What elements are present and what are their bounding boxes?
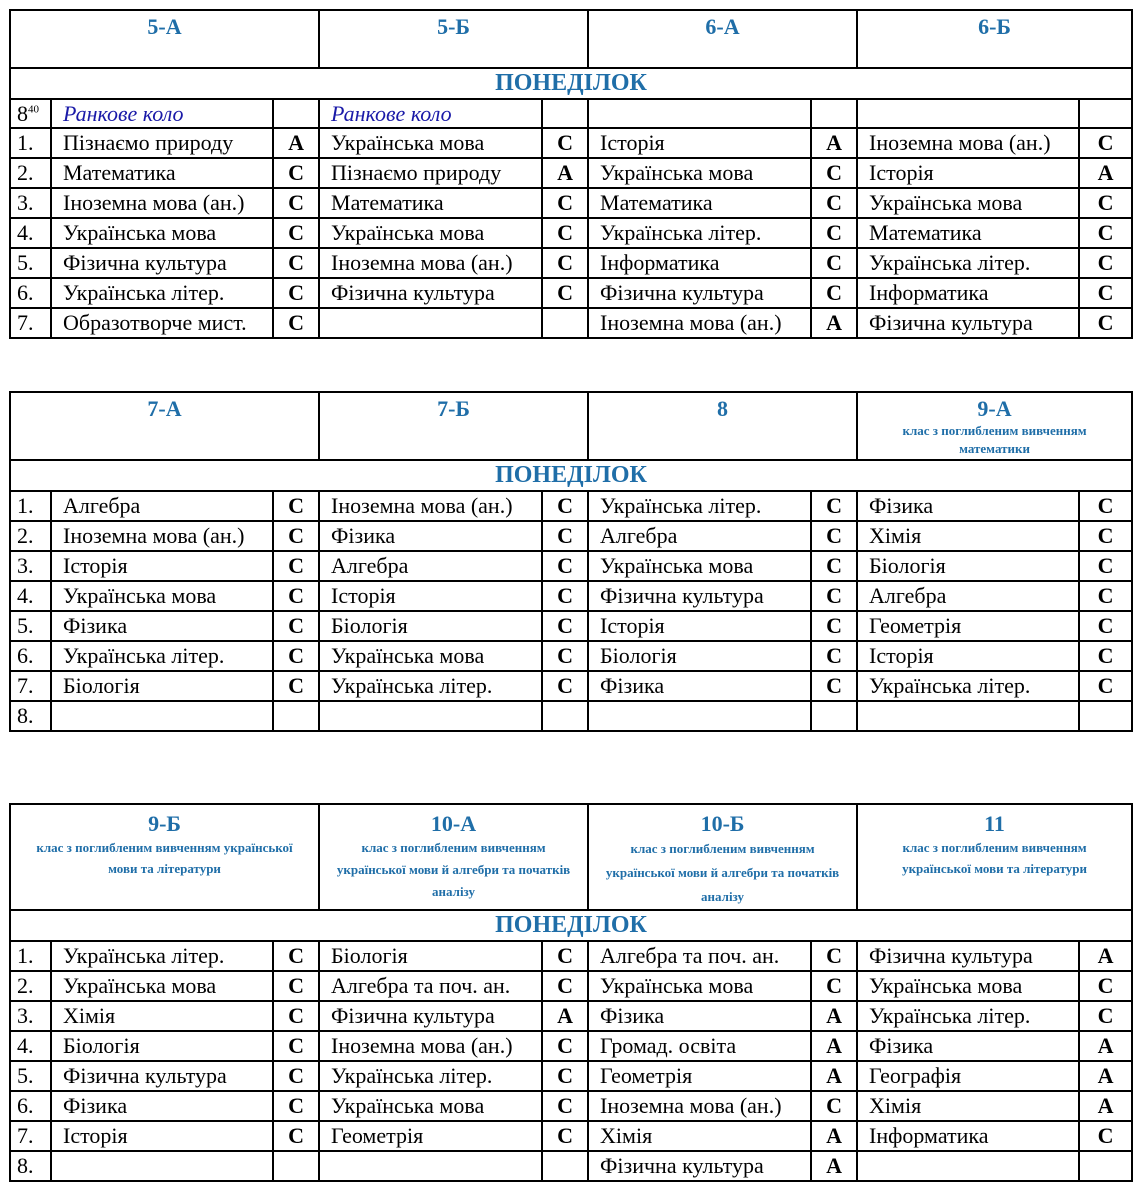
lesson-row: [10, 701, 1132, 731]
room-mark-cell: С: [273, 158, 319, 188]
subject-cell: Історія: [588, 611, 811, 641]
subject-cell: Фізична культура: [51, 248, 273, 278]
lesson-number: 2.: [10, 521, 51, 551]
subject-cell: Громад. освіта: [588, 1031, 811, 1061]
room-mark-cell: [542, 1151, 588, 1181]
subject-cell: Фізична культура: [588, 581, 811, 611]
room-mark-cell: А: [811, 308, 857, 338]
lesson-number: 2.: [10, 971, 51, 1001]
lesson-number: 8.: [10, 1151, 51, 1181]
lesson-row: [10, 1031, 1132, 1061]
lesson-number: 7.: [10, 1121, 51, 1151]
room-mark-cell: С: [273, 278, 319, 308]
lesson-number: 1.: [10, 941, 51, 971]
room-mark-cell: С: [542, 521, 588, 551]
lesson-number: 6.: [10, 1091, 51, 1121]
room-mark-cell: А: [1079, 1031, 1132, 1061]
lesson-number: 1.: [10, 128, 51, 158]
room-mark-cell: С: [542, 611, 588, 641]
day-heading: ПОНЕДІЛОК: [10, 910, 1132, 941]
morning-circle-label: Ранкове коло: [51, 99, 273, 128]
subject-cell: Алгебра та поч. ан.: [319, 971, 542, 1001]
room-mark-cell: С: [1079, 1001, 1132, 1031]
lesson-row: [10, 158, 1132, 188]
lesson-row: [10, 551, 1132, 581]
room-mark-cell: С: [273, 1091, 319, 1121]
lesson-row: [10, 581, 1132, 611]
room-mark-cell: С: [1079, 551, 1132, 581]
lesson-number: 3.: [10, 1001, 51, 1031]
schedule-table-2: [9, 391, 1133, 732]
subject-cell: Іноземна мова (ан.): [51, 521, 273, 551]
room-mark-cell: С: [542, 1091, 588, 1121]
room-mark-cell: [273, 1151, 319, 1181]
lesson-row: [10, 278, 1132, 308]
lesson-number: 7.: [10, 671, 51, 701]
room-mark-cell: С: [1079, 521, 1132, 551]
room-mark-cell: С: [811, 188, 857, 218]
lesson-number: 5.: [10, 1061, 51, 1091]
subject-cell: Хімія: [51, 1001, 273, 1031]
room-mark-cell: С: [1079, 188, 1132, 218]
subject-cell: [319, 1151, 542, 1181]
subject-cell: Інформатика: [857, 278, 1079, 308]
subject-cell: Біологія: [319, 611, 542, 641]
room-mark-cell: А: [811, 1061, 857, 1091]
subject-cell: Історія: [319, 581, 542, 611]
room-mark-cell: С: [1079, 491, 1132, 521]
room-mark-cell: С: [542, 248, 588, 278]
subject-cell: Фізична культура: [857, 308, 1079, 338]
lesson-number: 6.: [10, 278, 51, 308]
subject-cell: Математика: [51, 158, 273, 188]
class-header: 11 клас з поглибленим вивченням української мови та літератури: [857, 804, 1132, 910]
room-mark-cell: С: [542, 278, 588, 308]
room-mark-cell: [542, 701, 588, 731]
lesson-row: [10, 308, 1132, 338]
lesson-row: [10, 521, 1132, 551]
subject-cell: Українська літер.: [857, 1001, 1079, 1031]
room-mark-cell: [811, 701, 857, 731]
day-heading: ПОНЕДІЛОК: [10, 68, 1132, 99]
room-mark-cell: С: [542, 128, 588, 158]
subject-cell: Фізична культура: [51, 1061, 273, 1091]
room-mark-cell: С: [542, 971, 588, 1001]
room-mark-cell: С: [1079, 308, 1132, 338]
subject-cell: Іноземна мова (ан.): [319, 1031, 542, 1061]
subject-cell: Фізична культура: [588, 278, 811, 308]
class-header: 7-Б: [319, 392, 588, 460]
subject-cell: Хімія: [857, 1091, 1079, 1121]
class-header: 9-Б клас з поглибленим вивченням української мови та літератури: [10, 804, 319, 910]
class-header: 5-А: [10, 10, 319, 68]
subject-cell: Математика: [588, 188, 811, 218]
subject-cell: [319, 308, 542, 338]
room-mark-cell: С: [273, 611, 319, 641]
subject-cell: Фізика: [857, 1031, 1079, 1061]
room-mark-cell: А: [1079, 158, 1132, 188]
class-header: 10-А клас з поглибленим вивченням української мови й алгебри та початків аналізу: [319, 804, 588, 910]
room-mark-cell: С: [1079, 581, 1132, 611]
room-mark-cell: С: [811, 671, 857, 701]
subject-cell: Іноземна мова (ан.): [51, 188, 273, 218]
room-mark-cell: С: [273, 941, 319, 971]
subject-cell: Географія: [857, 1061, 1079, 1091]
room-mark-cell: С: [273, 218, 319, 248]
subject-cell: Іноземна мова (ан.): [588, 1091, 811, 1121]
subject-cell: Українська мова: [588, 158, 811, 188]
room-mark-cell: С: [273, 188, 319, 218]
room-mark-cell: С: [542, 581, 588, 611]
room-mark-cell: С: [542, 1121, 588, 1151]
lesson-row: [10, 1151, 1132, 1181]
subject-cell: Геометрія: [857, 611, 1079, 641]
room-mark-cell: С: [811, 641, 857, 671]
room-mark-cell: С: [811, 158, 857, 188]
subject-cell: [319, 701, 542, 731]
subject-cell: Інформатика: [588, 248, 811, 278]
class-header: 9-А клас з поглибленим вивченням математики: [857, 392, 1132, 460]
morning-circle-label: Ранкове коло: [319, 99, 542, 128]
subject-cell: Іноземна мова (ан.): [857, 128, 1079, 158]
room-mark-cell: С: [811, 941, 857, 971]
lesson-number: 1.: [10, 491, 51, 521]
subject-cell: Фізична культура: [588, 1151, 811, 1181]
room-mark-cell: С: [1079, 671, 1132, 701]
lesson-number: 5.: [10, 248, 51, 278]
room-mark-cell: С: [811, 581, 857, 611]
subject-cell: Українська мова: [319, 218, 542, 248]
subject-cell: Українська літер.: [319, 671, 542, 701]
subject-cell: Геометрія: [588, 1061, 811, 1091]
lesson-number: 7.: [10, 308, 51, 338]
subject-cell: Хімія: [588, 1121, 811, 1151]
room-mark-cell: С: [542, 941, 588, 971]
subject-cell: [588, 701, 811, 731]
subject-cell: Образотворче мист.: [51, 308, 273, 338]
subject-cell: Українська мова: [319, 641, 542, 671]
morning-time: $8^{40}$: [10, 99, 51, 128]
subject-cell: Алгебра: [51, 491, 273, 521]
subject-cell: Алгебра: [588, 521, 811, 551]
subject-cell: Українська літер.: [857, 248, 1079, 278]
room-mark-cell: С: [273, 248, 319, 278]
subject-cell: Біологія: [319, 941, 542, 971]
subject-cell: Пізнаємо природу: [51, 128, 273, 158]
room-mark-cell: С: [542, 491, 588, 521]
lesson-row: [10, 971, 1132, 1001]
subject-cell: Фізика: [319, 521, 542, 551]
lesson-row: [10, 1091, 1132, 1121]
room-mark-cell: С: [1079, 278, 1132, 308]
subject-cell: Фізика: [588, 671, 811, 701]
morning-circle-label: [857, 99, 1079, 128]
subject-cell: Українська літер.: [857, 671, 1079, 701]
lesson-number: 3.: [10, 188, 51, 218]
subject-cell: Українська літер.: [51, 641, 273, 671]
room-mark-cell: С: [811, 521, 857, 551]
room-mark-cell: С: [811, 491, 857, 521]
lesson-number: 6.: [10, 641, 51, 671]
room-mark-cell: А: [811, 1121, 857, 1151]
lesson-row: [10, 188, 1132, 218]
subject-cell: Українська мова: [319, 128, 542, 158]
subject-cell: Українська літер.: [588, 218, 811, 248]
room-mark-cell: С: [811, 248, 857, 278]
room-mark-cell: А: [811, 1001, 857, 1031]
subject-cell: Алгебра: [319, 551, 542, 581]
room-mark-cell: С: [273, 1031, 319, 1061]
subject-cell: Українська мова: [857, 188, 1079, 218]
subject-cell: Історія: [51, 1121, 273, 1151]
subject-cell: Інформатика: [857, 1121, 1079, 1151]
subject-cell: Історія: [51, 551, 273, 581]
room-mark-cell: С: [273, 671, 319, 701]
subject-cell: Математика: [319, 188, 542, 218]
room-mark-cell: С: [1079, 641, 1132, 671]
room-mark-cell: С: [273, 581, 319, 611]
subject-cell: Математика: [857, 218, 1079, 248]
lesson-number: 4.: [10, 581, 51, 611]
lesson-row: [10, 218, 1132, 248]
subject-cell: Історія: [588, 128, 811, 158]
room-mark-cell: С: [1079, 218, 1132, 248]
room-mark-cell: А: [811, 128, 857, 158]
subject-cell: Українська мова: [588, 551, 811, 581]
room-mark-cell: С: [273, 308, 319, 338]
subject-cell: Фізична культура: [857, 941, 1079, 971]
subject-cell: Фізика: [51, 611, 273, 641]
room-mark-cell: С: [811, 551, 857, 581]
subject-cell: Пізнаємо природу: [319, 158, 542, 188]
subject-cell: Історія: [857, 158, 1079, 188]
subject-cell: Українська літер.: [319, 1061, 542, 1091]
room-mark-cell: С: [542, 1061, 588, 1091]
subject-cell: Фізика: [857, 491, 1079, 521]
subject-cell: Українська мова: [51, 581, 273, 611]
room-mark-cell: А: [1079, 1091, 1132, 1121]
subject-cell: Українська літер.: [588, 491, 811, 521]
room-mark-cell: С: [1079, 611, 1132, 641]
room-mark-cell: С: [273, 521, 319, 551]
subject-cell: Біологія: [857, 551, 1079, 581]
room-mark-cell: С: [811, 218, 857, 248]
room-mark-cell: С: [273, 1061, 319, 1091]
lesson-row: [10, 1121, 1132, 1151]
room-mark-cell: А: [811, 1031, 857, 1061]
subject-cell: [51, 701, 273, 731]
lesson-number: 3.: [10, 551, 51, 581]
lesson-number: 4.: [10, 1031, 51, 1061]
room-mark-cell: А: [273, 128, 319, 158]
subject-cell: Українська літер.: [51, 278, 273, 308]
room-mark-cell: С: [273, 1121, 319, 1151]
class-header: 6-Б: [857, 10, 1132, 68]
subject-cell: Фізика: [51, 1091, 273, 1121]
subject-cell: Українська мова: [51, 218, 273, 248]
room-mark-cell: С: [1079, 1121, 1132, 1151]
room-mark-cell: С: [273, 491, 319, 521]
lesson-number: 8.: [10, 701, 51, 731]
subject-cell: Іноземна мова (ан.): [588, 308, 811, 338]
room-mark-cell: С: [811, 611, 857, 641]
subject-cell: Біологія: [588, 641, 811, 671]
room-mark-cell: С: [811, 971, 857, 1001]
subject-cell: Алгебра та поч. ан.: [588, 941, 811, 971]
room-mark-cell: С: [1079, 248, 1132, 278]
day-heading: ПОНЕДІЛОК: [10, 460, 1132, 491]
subject-cell: [857, 701, 1079, 731]
lesson-row: [10, 248, 1132, 278]
room-mark-cell: [1079, 701, 1132, 731]
subject-cell: Фізична культура: [319, 278, 542, 308]
lesson-row: [10, 1001, 1132, 1031]
room-mark-cell: С: [542, 188, 588, 218]
lesson-number: 5.: [10, 611, 51, 641]
class-header: 7-А: [10, 392, 319, 460]
class-header: 5-Б: [319, 10, 588, 68]
lesson-row: [10, 671, 1132, 701]
subject-cell: [51, 1151, 273, 1181]
room-mark-cell: С: [542, 671, 588, 701]
room-mark-cell: С: [273, 551, 319, 581]
subject-cell: Українська літер.: [51, 941, 273, 971]
subject-cell: Фізика: [588, 1001, 811, 1031]
room-mark-cell: А: [542, 1001, 588, 1031]
lesson-number: 4.: [10, 218, 51, 248]
room-mark-cell: А: [542, 158, 588, 188]
subject-cell: Іноземна мова (ан.): [319, 491, 542, 521]
room-mark-cell: С: [811, 1091, 857, 1121]
lesson-row: [10, 128, 1132, 158]
room-mark-cell: С: [273, 971, 319, 1001]
subject-cell: Іноземна мова (ан.): [319, 248, 542, 278]
room-mark-cell: С: [811, 278, 857, 308]
subject-cell: Фізична культура: [319, 1001, 542, 1031]
lesson-row: [10, 491, 1132, 521]
room-mark-cell: А: [1079, 1061, 1132, 1091]
subject-cell: Українська мова: [319, 1091, 542, 1121]
lesson-row: [10, 941, 1132, 971]
room-mark-cell: С: [542, 551, 588, 581]
subject-cell: Біологія: [51, 671, 273, 701]
room-mark-cell: С: [1079, 971, 1132, 1001]
class-header: 6-А: [588, 10, 857, 68]
room-mark-cell: [1079, 1151, 1132, 1181]
subject-cell: Українська мова: [588, 971, 811, 1001]
lesson-number: 2.: [10, 158, 51, 188]
class-header: 8: [588, 392, 857, 460]
room-mark-cell: С: [542, 1031, 588, 1061]
subject-cell: Геометрія: [319, 1121, 542, 1151]
lesson-row: [10, 641, 1132, 671]
room-mark-cell: С: [542, 218, 588, 248]
morning-circle-label: [588, 99, 811, 128]
subject-cell: Українська мова: [51, 971, 273, 1001]
room-mark-cell: С: [1079, 128, 1132, 158]
subject-cell: Хімія: [857, 521, 1079, 551]
room-mark-cell: С: [273, 641, 319, 671]
subject-cell: Біологія: [51, 1031, 273, 1061]
schedule-table-3: [9, 803, 1133, 1182]
room-mark-cell: А: [811, 1151, 857, 1181]
room-mark-cell: С: [273, 1001, 319, 1031]
room-mark-cell: [273, 701, 319, 731]
subject-cell: Історія: [857, 641, 1079, 671]
subject-cell: Українська мова: [857, 971, 1079, 1001]
subject-cell: [857, 1151, 1079, 1181]
class-header: 10-Б клас з поглибленим вивченням української мови й алгебри та початків аналізу: [588, 804, 857, 910]
subject-cell: Алгебра: [857, 581, 1079, 611]
schedule-table-1: [9, 9, 1133, 339]
room-mark-cell: А: [1079, 941, 1132, 971]
room-mark-cell: С: [542, 641, 588, 671]
lesson-row: [10, 611, 1132, 641]
lesson-row: [10, 1061, 1132, 1091]
room-mark-cell: [542, 308, 588, 338]
